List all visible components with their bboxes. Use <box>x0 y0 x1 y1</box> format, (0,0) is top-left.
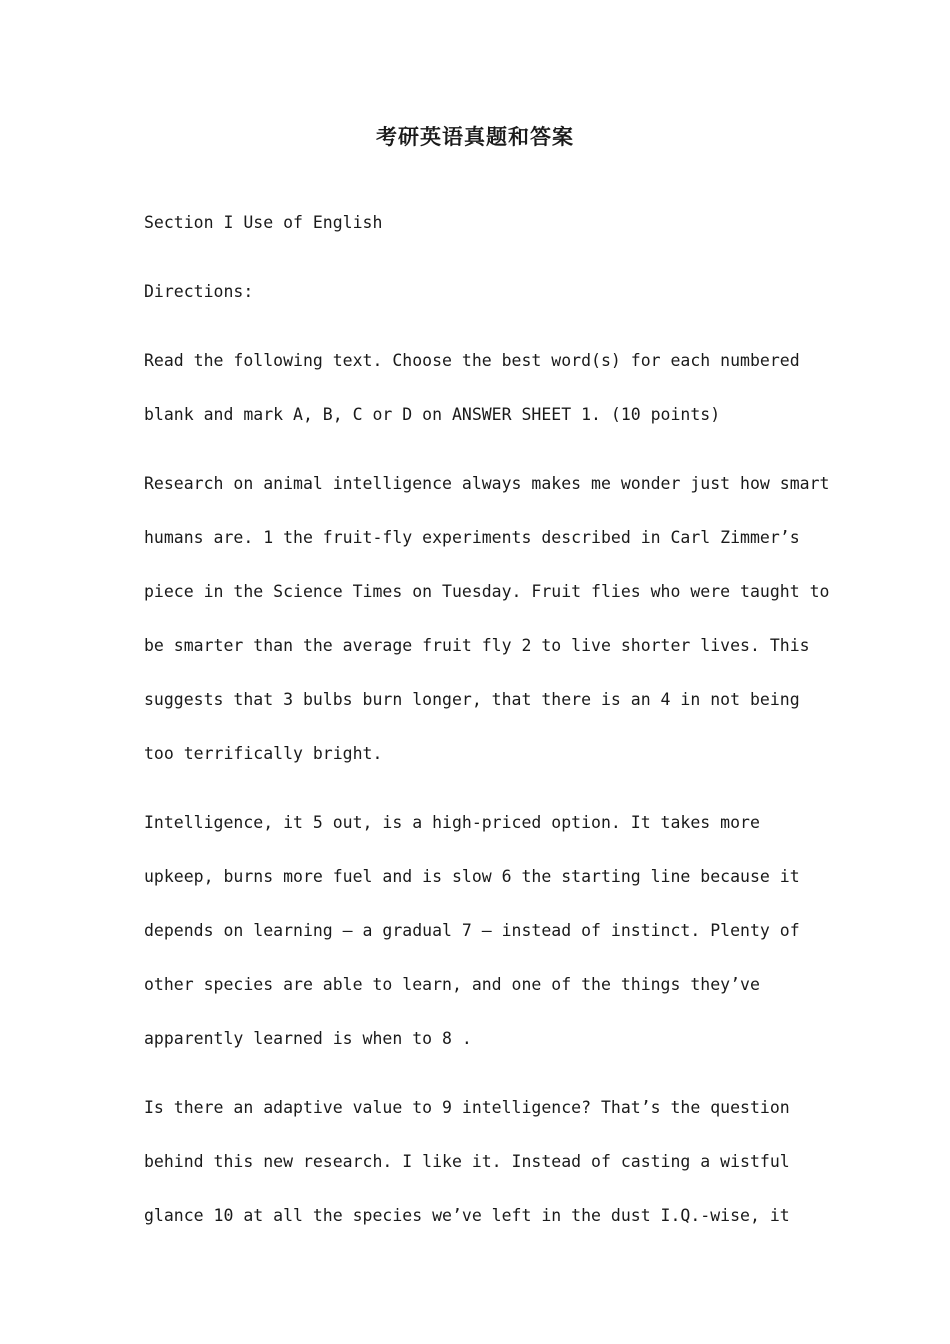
directions-paragraph <box>144 334 814 442</box>
directions-label <box>144 265 814 319</box>
text-line: Is there an adaptive value to 9 intelligence? That’s the question <box>144 1098 790 1117</box>
text-line: Intelligence, it 5 out, is a high-priced option. It takes more <box>144 813 760 832</box>
text-line: too terrifically bright. <box>144 744 383 763</box>
text-line: blank and mark A, B, C or D on ANSWER SHEET 1. (10 points) <box>144 405 721 424</box>
text-line: behind this new research. I like it. Instead of casting a wistful <box>144 1152 790 1171</box>
text-line: suggests that 3 bulbs burn longer, that there is an 4 in not being <box>144 690 800 709</box>
section-heading <box>144 196 814 250</box>
document-body <box>144 196 830 1258</box>
text-line: piece in the Science Times on Tuesday. Fruit flies who were taught to <box>144 582 830 601</box>
passage-paragraph-1 <box>144 457 830 781</box>
text-line: humans are. 1 the fruit-fly experiments described in Carl Zimmer’s <box>144 528 800 547</box>
text-line: Directions: <box>144 282 254 301</box>
text-line: apparently learned is when to 8 . <box>144 1029 472 1048</box>
passage-paragraph-3 <box>144 1081 814 1243</box>
text-line: upkeep, burns more fuel and is slow 6 the starting line because it <box>144 867 800 886</box>
text-line: depends on learning — a gradual 7 — instead of instinct. Plenty of <box>144 921 800 940</box>
text-line: Section I Use of English <box>144 213 383 232</box>
text-line: glance 10 at all the species we’ve left in the dust I.Q.-wise, it <box>144 1206 790 1225</box>
passage-paragraph-2 <box>144 796 814 1066</box>
text-line: Read the following text. Choose the best word(s) for each numbered <box>144 351 800 370</box>
page-title: 考研英语真题和答案 <box>376 124 574 149</box>
text-line: other species are able to learn, and one of the things they’ve <box>144 975 760 994</box>
text-line: be smarter than the average fruit fly 2 to live shorter lives. This <box>144 636 810 655</box>
text-line: Research on animal intelligence always makes me wonder just how smart <box>144 474 830 493</box>
